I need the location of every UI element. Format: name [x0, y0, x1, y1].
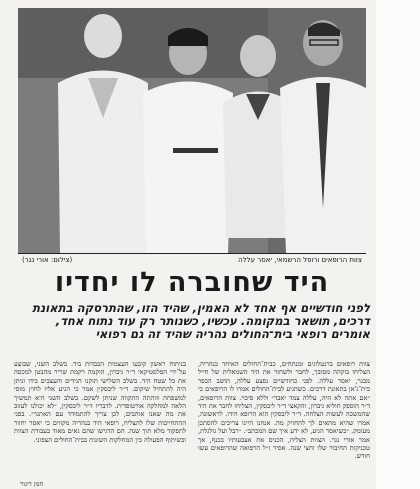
photo-caption-strip	[18, 255, 366, 265]
group-photo	[18, 8, 366, 254]
article-column-right: צוות רופאים ברנטלוגים ומנתחים, כבית־החולים האיחד בנהריה, הצליחו בוקהה מסובך, לחבר ולשחזר את היד השמאלית של חייל מבגר, יאסר עללה. לפני כחודשיים נפצע עללה, תושב הכפר בית־ג'אן בתאונת דרכים. כשהגיע לבית־החולים אמרו לו הרופאים כי ״אם אתה לא היה, עללה צמד יאבד״ וללא סיכוי. צוות הרופאים, ד״ר הוספק חוליא גיברון, והקאצי ד״ר ליבסקין, הצליחו לחבר את היד שהמשכה לעשות הצלחה. ד״ר ליבסקין הוא הרופא הידו. לראשונה, אמרו שהיא מתאים לך להחזיק מה. אנחנו היינו צריכים להסתכן מעומק. ״כשיאסר הגיע, לא ידע איך שם המכתב״. ״רבל ועל גולגלת, אמר אורי נגר. הצוות הצליח, הכניס את אצבעותיו בכנף, אך טכניקות החיבור שלו וחצי שנה. אסיר ז״ל הרפואה שהרופאים עשו חודש.	[198, 360, 370, 461]
author-signoff: חמן דינור	[20, 480, 44, 488]
article-body	[14, 360, 370, 480]
article-column-left: בניתוח ראשון קובעו העצמות הכבדות ביד. בשלב השני, שבוצע על־ידי הפלסטיקאי ד״ר גיברון, הוקמה רקמת שריר מהבטן למכסה את כל שטח היד. בשלב השלישי תוקנו הגידים והעצבים בידו וניתן היה להתחיל שיקום. ד״ר ליבסקין אמר כי הגיע אליו לחוץ מוסי למשפחה וזוהתה התקווה שניתן לשקם. בשלב השני היא תמשיך הלאה למחלקה אורטופדית. לדבריו ד״ר ליבסקין, ״לא יכולנו לעזוב את מה שאנו אוהבים, לכן צריך להתמודד עם האתגר״. בפני ההתחייבות שלו להצליח, רופאי היד בנהריה מקווים כי יאסר יחזור לתפקוד מלא תוך שנה. הם הדגישו שהם גאים מאוד בעבודת הצוות ובשיתוף הפעולה בין המחלקות השונות בבית־החולים הצפוני.	[14, 360, 186, 444]
photo-credit: (צילום: אורי נגר)	[22, 256, 73, 264]
page-margin	[376, 0, 420, 489]
lead-paragraph: לפני חודשיים אף אחד לא האמין, שהיד הזו, שהתרסקה בתאונת דרכים, תושאר במקומה. עכשיו, כשנותר רק עוד נתוח אחד, אומרים רופאי בית־החולים נהריה שהיד זה גם רפואי	[32, 301, 370, 341]
headline: היד שחוברה לו יחדיו	[54, 267, 330, 298]
group-photo-icon	[18, 8, 366, 253]
photo-caption: צוות הרופאים ורופל הרשמאי, יאסר עללה	[238, 256, 362, 264]
